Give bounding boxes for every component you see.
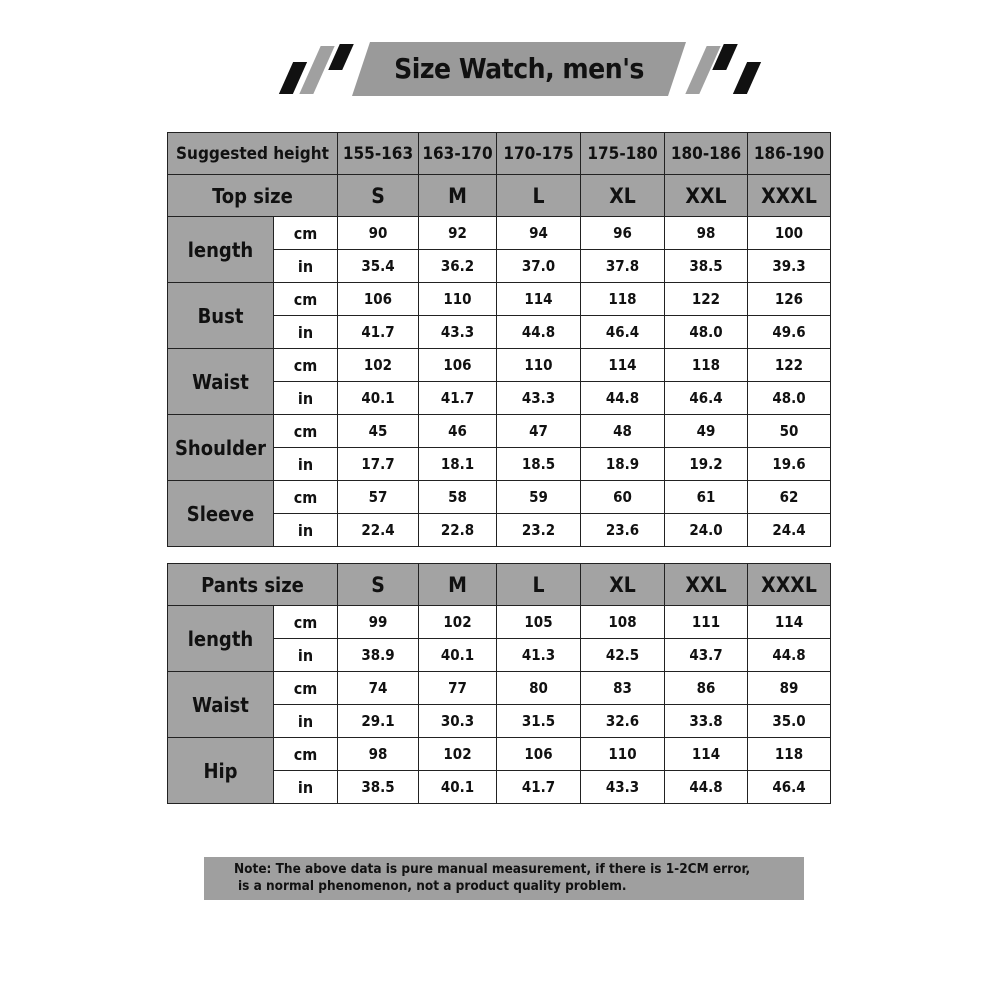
value-cell: 40.1 xyxy=(419,639,497,672)
height-range: 180-186 xyxy=(665,133,748,175)
value-cell: 43.3 xyxy=(419,316,497,349)
value-cell: 74 xyxy=(338,672,419,705)
value-cell: 96 xyxy=(581,217,665,250)
value-cell: 99 xyxy=(338,606,419,639)
unit-cm: cm xyxy=(274,415,338,448)
value-cell: 35.0 xyxy=(748,705,831,738)
value-cell: 23.2 xyxy=(497,514,581,547)
value-cell: 23.6 xyxy=(581,514,665,547)
measure-label: Bust xyxy=(168,283,274,349)
value-cell: 50 xyxy=(748,415,831,448)
value-cell: 18.9 xyxy=(581,448,665,481)
value-cell: 30.3 xyxy=(419,705,497,738)
value-cell: 114 xyxy=(748,606,831,639)
value-cell: 111 xyxy=(665,606,748,639)
value-cell: 46.4 xyxy=(665,382,748,415)
unit-in: in xyxy=(274,771,338,804)
value-cell: 108 xyxy=(581,606,665,639)
unit-cm: cm xyxy=(274,217,338,250)
value-cell: 44.8 xyxy=(497,316,581,349)
value-cell: 102 xyxy=(419,738,497,771)
value-cell: 38.5 xyxy=(665,250,748,283)
unit-cm: cm xyxy=(274,672,338,705)
unit-in: in xyxy=(274,639,338,672)
title-banner xyxy=(278,40,758,98)
value-cell: 40.1 xyxy=(338,382,419,415)
stripe-decoration xyxy=(299,46,334,94)
size-label: XL xyxy=(581,175,665,217)
value-cell: 32.6 xyxy=(581,705,665,738)
value-cell: 110 xyxy=(419,283,497,316)
value-cell: 92 xyxy=(419,217,497,250)
value-cell: 48.0 xyxy=(748,382,831,415)
value-cell: 102 xyxy=(338,349,419,382)
value-cell: 22.8 xyxy=(419,514,497,547)
value-cell: 22.4 xyxy=(338,514,419,547)
pants-size-label: Pants size xyxy=(168,564,338,606)
unit-in: in xyxy=(274,250,338,283)
size-row xyxy=(168,175,831,217)
value-cell: 122 xyxy=(748,349,831,382)
height-range: 163-170 xyxy=(419,133,497,175)
value-cell: 105 xyxy=(497,606,581,639)
size-row xyxy=(168,564,831,606)
value-cell: 58 xyxy=(419,481,497,514)
value-cell: 24.0 xyxy=(665,514,748,547)
size-label: M xyxy=(419,175,497,217)
value-cell: 48.0 xyxy=(665,316,748,349)
note-line: Note: The above data is pure manual measurement, if there is 1-2CM error, xyxy=(234,861,751,877)
unit-in: in xyxy=(274,705,338,738)
value-cell: 89 xyxy=(748,672,831,705)
value-cell: 77 xyxy=(419,672,497,705)
table-row xyxy=(168,217,831,250)
unit-in: in xyxy=(274,316,338,349)
height-range: 170-175 xyxy=(497,133,581,175)
measure-label: Waist xyxy=(168,672,274,738)
value-cell: 43.3 xyxy=(581,771,665,804)
value-cell: 59 xyxy=(497,481,581,514)
height-row xyxy=(168,133,831,175)
value-cell: 40.1 xyxy=(419,771,497,804)
value-cell: 46.4 xyxy=(581,316,665,349)
value-cell: 48 xyxy=(581,415,665,448)
size-label: XXXL xyxy=(748,175,831,217)
pants-size-table xyxy=(167,563,831,804)
value-cell: 39.3 xyxy=(748,250,831,283)
measure-label: Shoulder xyxy=(168,415,274,481)
value-cell: 46.4 xyxy=(748,771,831,804)
value-cell: 31.5 xyxy=(497,705,581,738)
value-cell: 98 xyxy=(338,738,419,771)
measure-label: length xyxy=(168,217,274,283)
value-cell: 118 xyxy=(748,738,831,771)
value-cell: 38.5 xyxy=(338,771,419,804)
value-cell: 114 xyxy=(665,738,748,771)
value-cell: 36.2 xyxy=(419,250,497,283)
height-range: 186-190 xyxy=(748,133,831,175)
unit-cm: cm xyxy=(274,349,338,382)
table-row xyxy=(168,481,831,514)
value-cell: 110 xyxy=(497,349,581,382)
value-cell: 126 xyxy=(748,283,831,316)
value-cell: 37.0 xyxy=(497,250,581,283)
table-row xyxy=(168,606,831,639)
value-cell: 49.6 xyxy=(748,316,831,349)
value-cell: 18.1 xyxy=(419,448,497,481)
table-row xyxy=(168,283,831,316)
value-cell: 98 xyxy=(665,217,748,250)
value-cell: 19.6 xyxy=(748,448,831,481)
value-cell: 62 xyxy=(748,481,831,514)
value-cell: 33.8 xyxy=(665,705,748,738)
value-cell: 80 xyxy=(497,672,581,705)
size-label: XXXL xyxy=(748,564,831,606)
size-label: XL xyxy=(581,564,665,606)
value-cell: 122 xyxy=(665,283,748,316)
table-row xyxy=(168,672,831,705)
value-cell: 43.7 xyxy=(665,639,748,672)
measure-label: Waist xyxy=(168,349,274,415)
unit-cm: cm xyxy=(274,481,338,514)
table-row xyxy=(168,349,831,382)
measure-label: length xyxy=(168,606,274,672)
value-cell: 18.5 xyxy=(497,448,581,481)
top-size-label: Top size xyxy=(168,175,338,217)
unit-in: in xyxy=(274,448,338,481)
table-row xyxy=(168,415,831,448)
stripe-decoration xyxy=(685,46,720,94)
value-cell: 57 xyxy=(338,481,419,514)
value-cell: 29.1 xyxy=(338,705,419,738)
value-cell: 44.8 xyxy=(581,382,665,415)
table-row xyxy=(168,738,831,771)
size-label: S xyxy=(338,175,419,217)
value-cell: 43.3 xyxy=(497,382,581,415)
top-size-table xyxy=(167,132,831,547)
value-cell: 45 xyxy=(338,415,419,448)
unit-cm: cm xyxy=(274,283,338,316)
unit-in: in xyxy=(274,514,338,547)
value-cell: 37.8 xyxy=(581,250,665,283)
size-label: M xyxy=(419,564,497,606)
height-range: 175-180 xyxy=(581,133,665,175)
size-label: XXL xyxy=(665,175,748,217)
value-cell: 41.3 xyxy=(497,639,581,672)
value-cell: 118 xyxy=(581,283,665,316)
stripe-decoration xyxy=(733,62,761,94)
value-cell: 19.2 xyxy=(665,448,748,481)
size-label: L xyxy=(497,564,581,606)
value-cell: 41.7 xyxy=(338,316,419,349)
value-cell: 46 xyxy=(419,415,497,448)
value-cell: 24.4 xyxy=(748,514,831,547)
value-cell: 110 xyxy=(581,738,665,771)
size-label: L xyxy=(497,175,581,217)
size-label: XXL xyxy=(665,564,748,606)
value-cell: 17.7 xyxy=(338,448,419,481)
value-cell: 60 xyxy=(581,481,665,514)
value-cell: 114 xyxy=(497,283,581,316)
unit-in: in xyxy=(274,382,338,415)
value-cell: 106 xyxy=(419,349,497,382)
unit-cm: cm xyxy=(274,738,338,771)
value-cell: 41.7 xyxy=(497,771,581,804)
value-cell: 100 xyxy=(748,217,831,250)
value-cell: 38.9 xyxy=(338,639,419,672)
value-cell: 49 xyxy=(665,415,748,448)
note-box xyxy=(204,857,804,900)
page-title: Size Watch, men's xyxy=(394,52,644,85)
value-cell: 83 xyxy=(581,672,665,705)
value-cell: 61 xyxy=(665,481,748,514)
height-range: 155-163 xyxy=(338,133,419,175)
size-label: S xyxy=(338,564,419,606)
value-cell: 41.7 xyxy=(419,382,497,415)
value-cell: 42.5 xyxy=(581,639,665,672)
value-cell: 114 xyxy=(581,349,665,382)
value-cell: 47 xyxy=(497,415,581,448)
value-cell: 102 xyxy=(419,606,497,639)
suggested-height-label: Suggested height xyxy=(168,133,338,175)
value-cell: 44.8 xyxy=(748,639,831,672)
value-cell: 94 xyxy=(497,217,581,250)
value-cell: 106 xyxy=(338,283,419,316)
value-cell: 106 xyxy=(497,738,581,771)
measure-label: Sleeve xyxy=(168,481,274,547)
measure-label: Hip xyxy=(168,738,274,804)
value-cell: 35.4 xyxy=(338,250,419,283)
value-cell: 118 xyxy=(665,349,748,382)
value-cell: 90 xyxy=(338,217,419,250)
value-cell: 44.8 xyxy=(665,771,748,804)
unit-cm: cm xyxy=(274,606,338,639)
value-cell: 86 xyxy=(665,672,748,705)
note-line: is a normal phenomenon, not a product quality problem. xyxy=(238,878,627,894)
